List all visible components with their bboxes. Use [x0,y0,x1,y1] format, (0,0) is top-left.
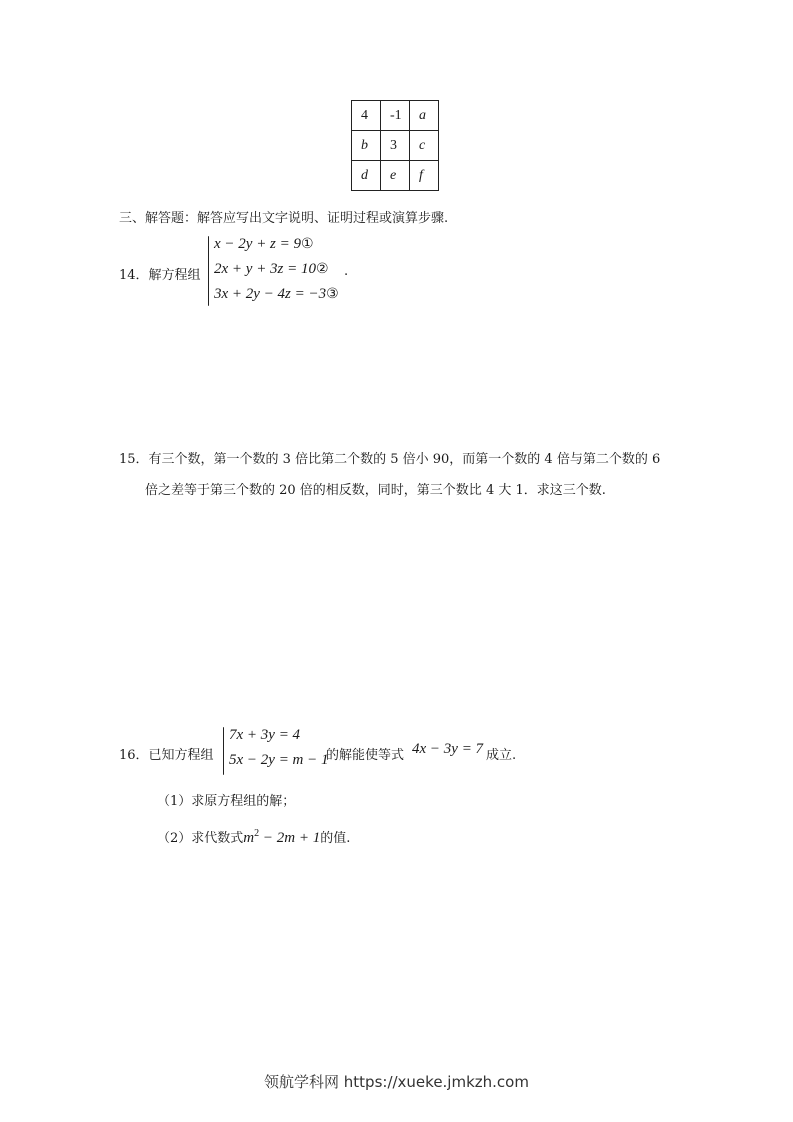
grid-cell: -1 [381,101,410,131]
number-grid [351,100,439,191]
grid-row [352,161,439,191]
q16-end-text: 成立. [486,748,517,763]
q16-equation-1: 7x + 3y = 4 [229,727,301,743]
section-heading: 三、解答题：解答应写出文字说明、证明过程或演算步骤. [119,211,449,226]
q16-part-2 [157,827,350,847]
grid-row [352,101,439,131]
q14-label: 14．解方程组 [119,268,201,283]
q14-equation-3: 3x + 2y − 4z = −3③ [214,286,339,302]
grid-cell: a [410,101,439,131]
q16-part-2-prefix: （2）求代数式 [157,831,244,846]
q14-equation-1: x − 2y + z = 9① [214,236,314,252]
q16-label: 16．已知方程组 [119,748,214,763]
q16-mid-text: 的解能使等式 [326,748,405,763]
q16-brace [223,727,224,775]
q16-equation-2: 5x − 2y = m − 1 [229,752,329,768]
q16-expression: $m^2 - 2m + 1$ [243,828,321,846]
q14-brace [208,236,209,306]
q14-end-period: . [344,264,349,279]
grid-cell: e [381,161,410,191]
grid-cell: 4 [352,101,381,131]
q16-condition: 4x − 3y = 7 [412,741,484,757]
q14-equation-2: 2x + y + 3z = 10② [214,261,329,277]
grid-cell: d [352,161,381,191]
q15-line-1: 15．有三个数，第一个数的 3 倍比第二个数的 5 倍小 90，而第一个数的 4 倍与第二个数的 6 [119,452,661,467]
q16-part-1: （1）求原方程组的解； [157,794,296,809]
q16-part-2-suffix: 的值. [320,831,351,846]
footer-watermark: 领航学科网 https://xueke.jmkzh.com [264,1073,529,1091]
q15-line-2: 倍之差等于第三个数的 20 倍的相反数，同时，第三个数比 4 大 1．求这三个数. [145,483,606,498]
grid-cell: b [352,131,381,161]
grid-row [352,131,439,161]
grid-cell: f [410,161,439,191]
grid-cell: c [410,131,439,161]
grid-cell: 3 [381,131,410,161]
